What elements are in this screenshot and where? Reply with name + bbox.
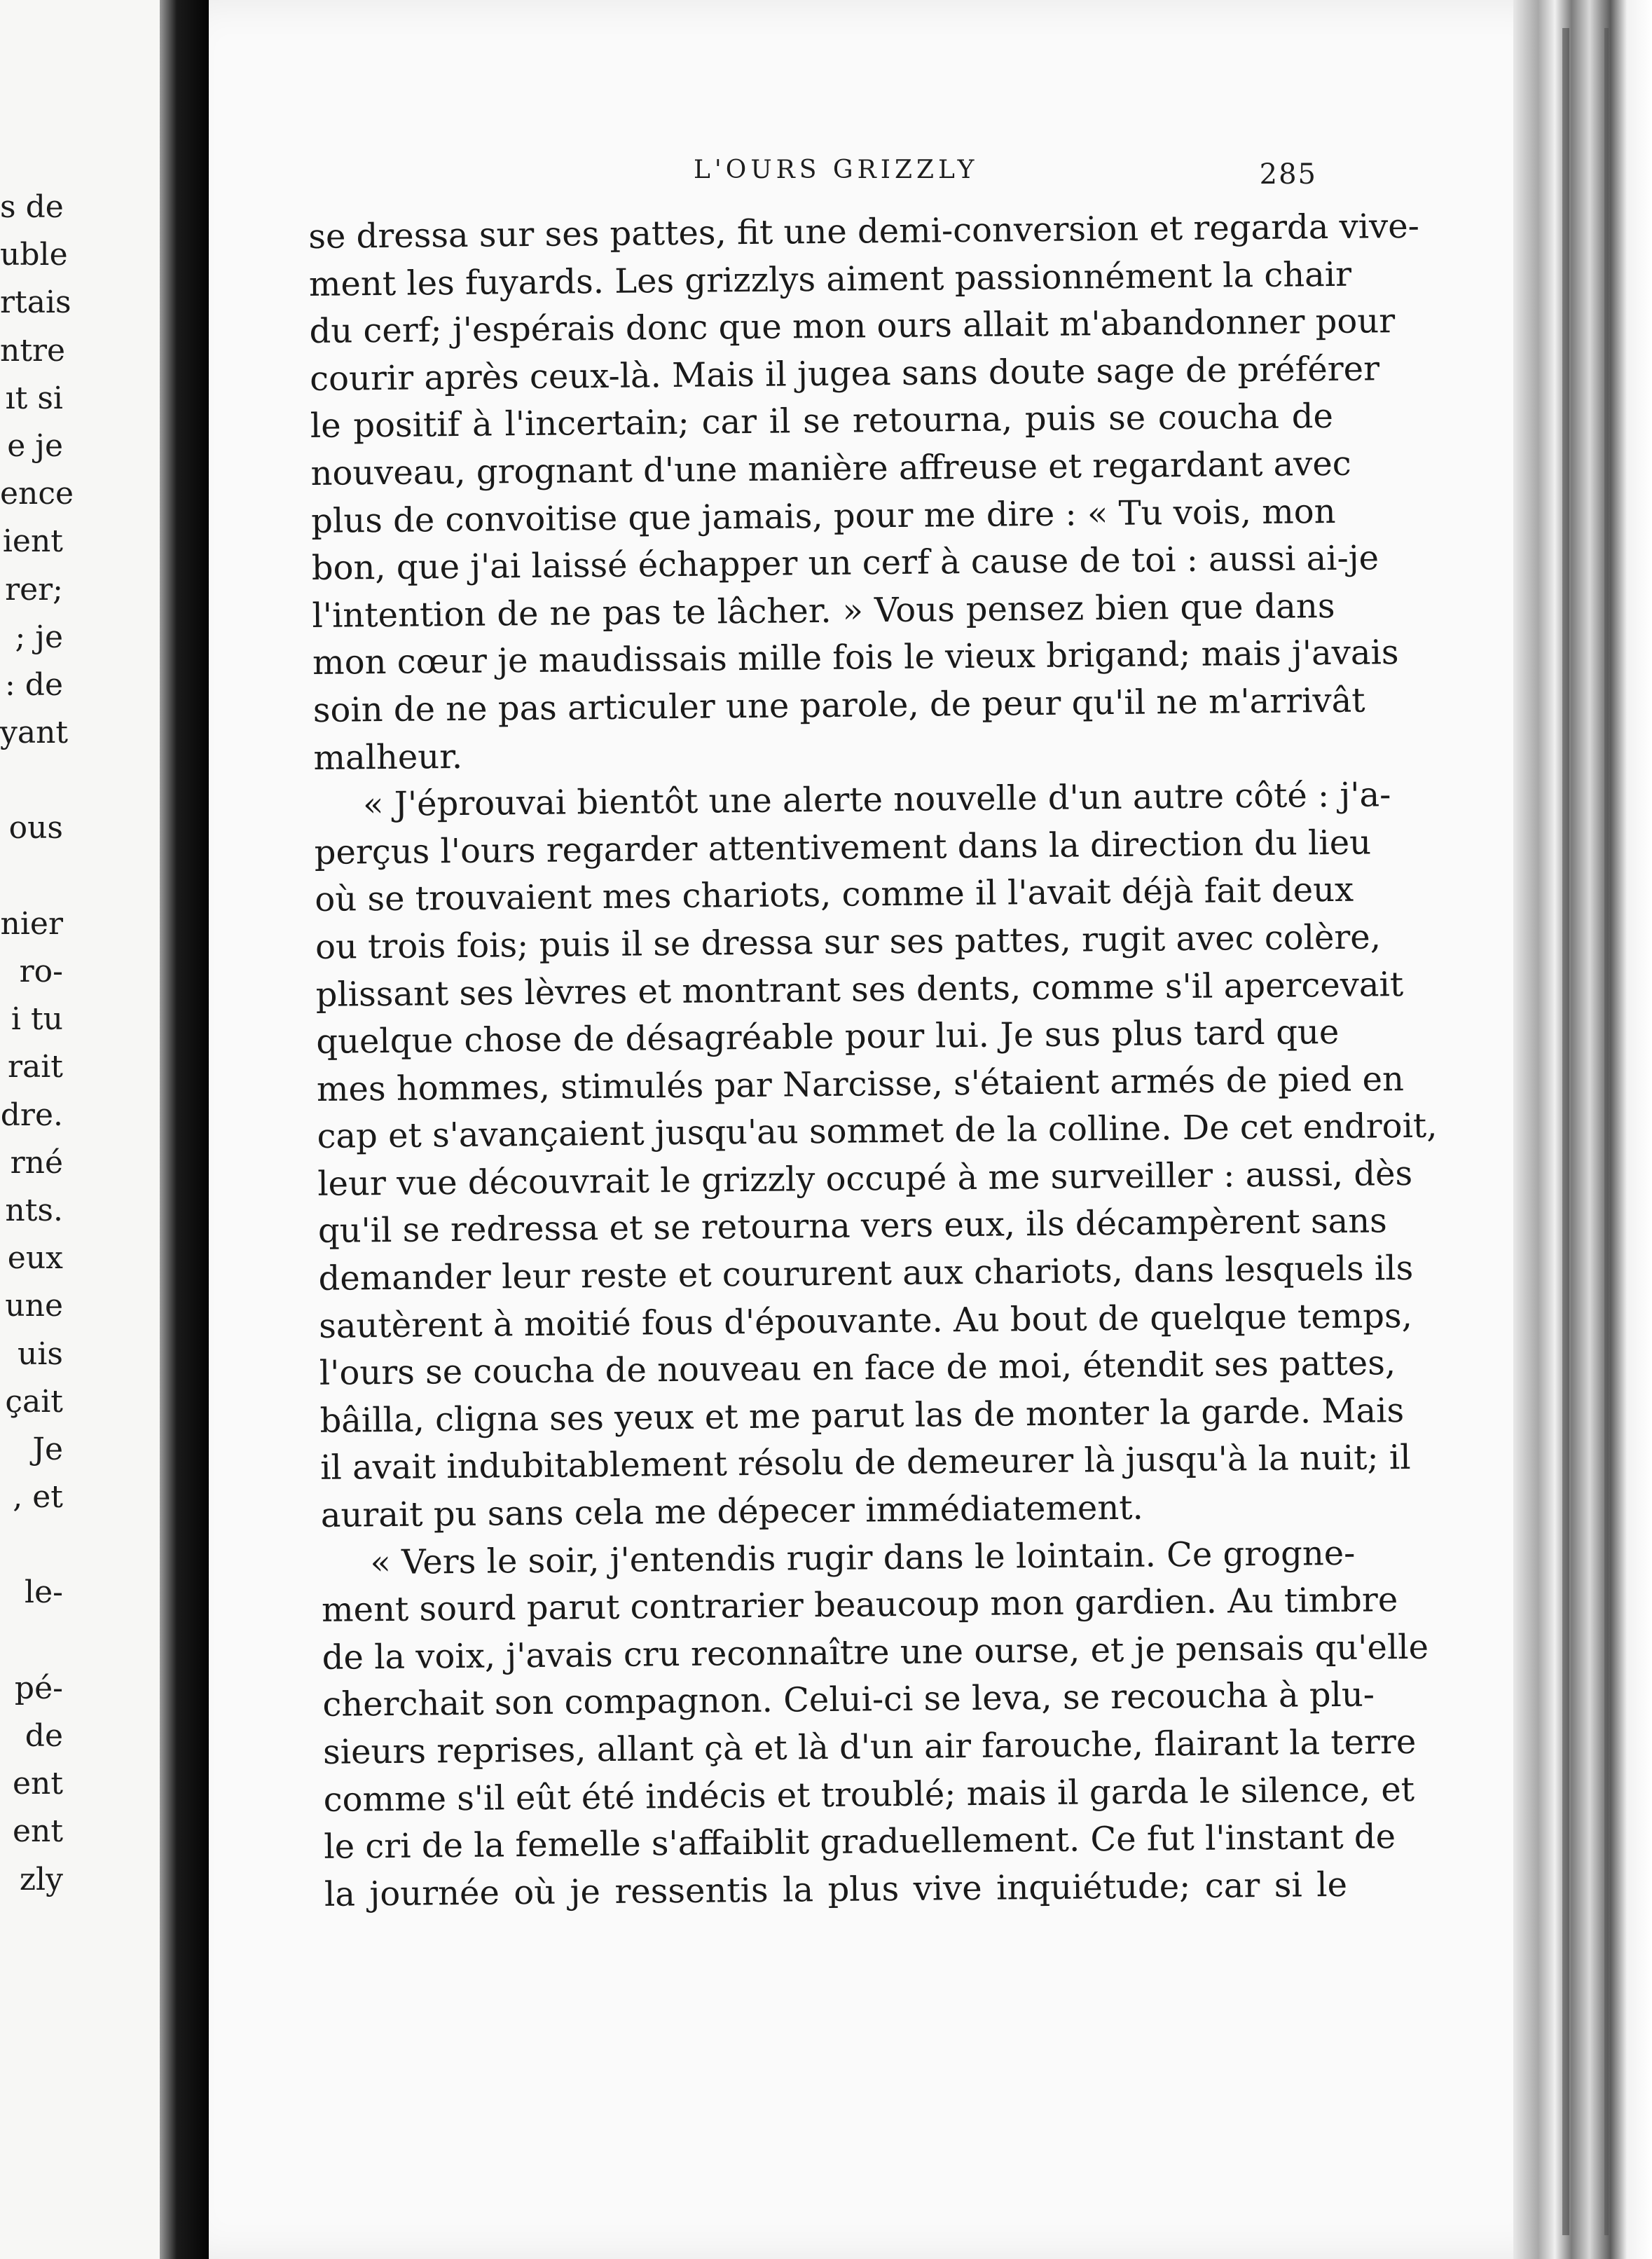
running-head: L'OURS GRIZZLY <box>694 156 979 184</box>
text-line: sautèrent à moitié fous d'épouvante. Au bout de quelque temps, <box>318 1296 1413 1346</box>
left-facing-page <box>0 0 160 2259</box>
body-text <box>308 204 1438 1918</box>
left-page-fragment: ient <box>2 523 63 560</box>
text-line: la journée où je ressentis la plus vive inquiétude; car si le <box>324 1865 1348 1914</box>
left-page-fragment: ro- <box>19 954 63 989</box>
page-edge-line <box>1604 28 1609 2235</box>
left-page-fragment: zly <box>19 1861 63 1897</box>
left-page-fragment: eux <box>7 1240 63 1277</box>
text-line: bon, que j'ai laissé échapper un cerf à cause de toi : aussi ai-je <box>311 538 1379 589</box>
left-page-fragment: ence <box>0 476 74 512</box>
left-page-fragment: s de <box>0 189 64 225</box>
text-line: l'ours se coucha de nouveau en face de moi, étendit ses pattes, <box>319 1343 1396 1394</box>
left-page-fragment: i tu <box>11 1001 63 1038</box>
text-line: ment les fuyards. Les grizzlys aiment passionnément la chair <box>308 254 1352 304</box>
text-line: quelque chose de désagréable pour lui. Je sus plus tard que <box>316 1012 1340 1062</box>
text-line: nouveau, grognant d'une manière affreuse et regardant avec <box>310 444 1351 493</box>
page-edges <box>1513 0 1652 2259</box>
text-line: ou trois fois; puis il se dressa sur ses pattes, rugit avec colère, <box>315 917 1382 967</box>
text-line: aurait pu sans cela me dépecer immédiatement. <box>320 1488 1144 1535</box>
text-line: ment sourd parut contrarier beaucoup mon gardien. Au timbre <box>321 1580 1398 1630</box>
left-page-fragment: , et <box>13 1479 63 1516</box>
text-line: sieurs reprises, allant çà et là d'un air farouche, flairant la terre <box>322 1722 1417 1772</box>
left-page-fragment: de <box>25 1718 63 1754</box>
text-line: malheur. <box>313 736 463 778</box>
left-page-fragment: ent <box>12 1766 63 1802</box>
left-page-fragment: Je <box>32 1431 63 1467</box>
page-edge-line <box>1562 28 1569 2235</box>
left-page-fragment: e je <box>7 427 63 464</box>
text-line: le positif à l'incertain; car il se retourna, puis se coucha de <box>310 397 1334 446</box>
left-page-fragment: uis <box>18 1336 63 1372</box>
book-gutter <box>160 0 209 2259</box>
text-line: du cerf; j'espérais donc que mon ours allait m'abandonner pour <box>309 301 1396 352</box>
left-page-fragment: pé- <box>14 1670 63 1706</box>
page-header <box>694 156 1317 198</box>
text-line: il avait indubitablement résolu de demeurer là jusqu'à la nuit; il <box>319 1438 1411 1488</box>
text-line: « J'éprouvai bientôt une alerte nouvelle d'un autre côté : j'a- <box>362 775 1391 825</box>
left-page-fragment: ıt si <box>5 380 63 416</box>
left-page-fragment: une <box>5 1288 63 1324</box>
left-page-fragment: le- <box>25 1574 63 1611</box>
text-line: mon cœur je maudissais mille fois le vieux brigand; mais j'avais <box>312 633 1399 683</box>
left-page-fragment: rtais <box>0 284 71 321</box>
left-page-fragment: : de <box>4 666 63 703</box>
text-line: perçus l'ours regarder attentivement dans la direction du lieu <box>314 823 1372 872</box>
text-line: mes hommes, stimulés par Narcisse, s'étaient armés de pied en <box>316 1059 1405 1109</box>
text-line: demander leur reste et coururent aux chariots, dans lesquels ils <box>318 1248 1414 1298</box>
left-page-fragment: nts. <box>5 1192 63 1228</box>
text-line: comme s'il eût été indécis et troublé; mais il garda le silence, et <box>323 1769 1415 1820</box>
left-page-fragment: ; je <box>15 619 63 655</box>
left-page-fragment: ntre <box>0 332 66 369</box>
text-line: leur vue découvrait le grizzly occupé à me surveiller : aussi, dès <box>317 1153 1413 1204</box>
left-page-fragment: ent <box>12 1813 63 1850</box>
left-page-fragment: rer; <box>5 571 63 607</box>
text-line: courir après ceux-là. Mais il jugea sans doute sage de préférer <box>309 349 1380 399</box>
left-page-fragment: çait <box>5 1383 63 1420</box>
text-line: l'intention de ne pas te lâcher. » Vous pensez bien que dans <box>312 586 1335 636</box>
text-line: de la voix, j'avais cru reconnaître une ourse, et je pensais qu'elle <box>322 1627 1429 1677</box>
text-line: se dressa sur ses pattes, fit une demi-conversion et regarda vive- <box>308 206 1420 256</box>
text-line: bâilla, cligna ses yeux et me parut las de monter la garde. Mais <box>319 1390 1405 1441</box>
text-line: soin de ne pas articuler une parole, de peur qu'il ne m'arrivât <box>312 680 1365 730</box>
left-page-fragment: rné <box>10 1144 63 1181</box>
text-line: plus de convoitise que jamais, pour me dire : « Tu vois, mon <box>310 491 1336 541</box>
left-page-fragment: nier <box>0 905 63 942</box>
left-page-fragment: uble <box>0 237 68 273</box>
text-line: « Vers le soir, j'entendis rugir dans le lointain. Ce grogne- <box>370 1533 1356 1582</box>
text-line: plissant ses lèvres et montrant ses dents, comme s'il apercevait <box>315 964 1404 1015</box>
left-page-fragment: dre. <box>0 1097 63 1133</box>
left-page-fragment: yant <box>0 715 69 751</box>
left-page-text-fragments <box>0 184 74 1904</box>
text-line: cap et s'avançaient jusqu'au sommet de la colline. De cet endroit, <box>317 1106 1438 1157</box>
text-line: cherchait son compagnon. Celui-ci se leva, se recoucha à plu- <box>322 1675 1375 1725</box>
text-line: le cri de la femelle s'affaiblit graduellement. Ce fut l'instant de <box>324 1817 1396 1867</box>
text-line: où se trouvaient mes chariots, comme il l'avait déjà fait deux <box>315 870 1354 920</box>
page-number: 285 <box>1259 158 1317 191</box>
left-page-fragment: rait <box>7 1049 63 1085</box>
text-line: qu'il se redressa et se retourna vers eux, ils décampèrent sans <box>317 1201 1388 1251</box>
left-page-fragment: ous <box>8 810 63 846</box>
